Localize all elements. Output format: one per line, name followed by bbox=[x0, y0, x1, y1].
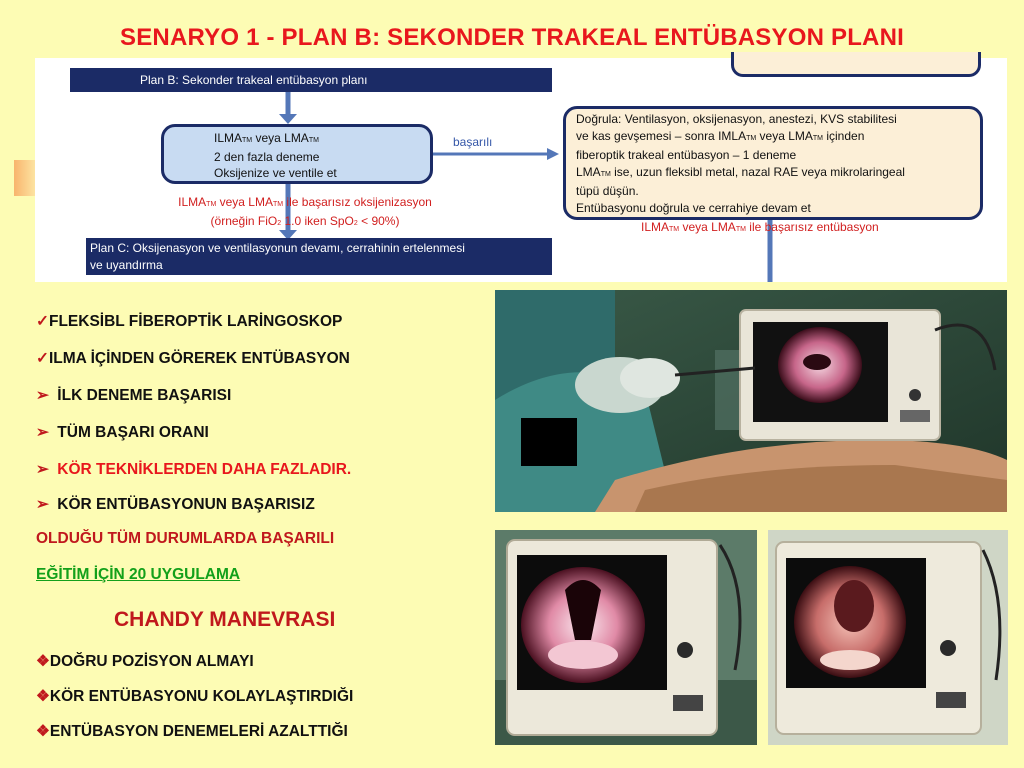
list-item: ➢ KÖR TEKNİKLERDEN DAHA FAZLADIR. bbox=[36, 461, 352, 478]
check-icon: ✓ bbox=[36, 350, 49, 367]
previous-box-fragment bbox=[731, 52, 981, 77]
diamond-bullet-icon: ❖ bbox=[36, 723, 50, 740]
ilma-attempt-text: ILMATM veya LMATM 2 den fazla deneme Oksijenize ve ventile et bbox=[214, 131, 337, 180]
section-heading: CHANDY MANEVRASI bbox=[114, 608, 336, 631]
training-link-text: EĞİTİM İÇİN 20 UYGULAMA bbox=[36, 566, 241, 583]
ilma-attempt-box bbox=[161, 124, 433, 184]
arrow-bullet-icon: ➢ bbox=[36, 496, 49, 513]
plan-b-label: Plan B: Sekonder trakeal entübasyon planı bbox=[140, 73, 368, 87]
success-label: başarılı bbox=[453, 135, 493, 149]
check-icon: ✓ bbox=[36, 313, 49, 330]
list-item: OLDUĞU TÜM DURUMLARDA BAŞARILI bbox=[36, 530, 335, 547]
plan-c-bar bbox=[86, 238, 552, 275]
failed-intubation-label: ILMATM veya LMATM ile başarısız entübasyon bbox=[641, 220, 879, 234]
list-item: ❖KÖR ENTÜBASYONU KOLAYLAŞTIRDIĞI bbox=[36, 688, 354, 705]
decorative-accent bbox=[14, 160, 36, 196]
arrow-bullet-icon: ➢ bbox=[36, 424, 49, 441]
glottis-view-monitor-photo bbox=[495, 530, 757, 745]
plan-c-label: Plan C: Oksijenasyon ve ventilasyonun devamı, cerrahinin ertelenmesi ve uyandırma bbox=[90, 241, 465, 272]
arrow-bullet-icon: ➢ bbox=[36, 387, 49, 404]
plan-b-bar bbox=[70, 68, 552, 92]
list-item: ➢ KÖR ENTÜBASYONUN BAŞARISIZ bbox=[36, 496, 315, 513]
list-item: ❖ENTÜBASYON DENEMELERİ AZALTTIĞI bbox=[36, 723, 348, 740]
list-item: ✓ILMA İÇİNDEN GÖREREK ENTÜBASYON bbox=[36, 350, 350, 367]
arrow-bullet-icon: ➢ bbox=[36, 461, 49, 478]
trachea-view-monitor-photo bbox=[768, 530, 1008, 745]
list-item: ✓FLEKSİBL FİBEROPTİK LARİNGOSKOP bbox=[36, 313, 343, 330]
diamond-bullet-icon: ❖ bbox=[36, 688, 50, 705]
list-item: ➢ TÜM BAŞARI ORANI bbox=[36, 424, 209, 441]
fiberoptic-procedure-photo bbox=[495, 290, 1007, 512]
list-item: ❖DOĞRU POZİSYON ALMAYI bbox=[36, 653, 254, 670]
arrowhead-down-1 bbox=[279, 114, 297, 124]
diamond-bullet-icon: ❖ bbox=[36, 653, 50, 670]
verify-text: Doğrula: Ventilasyon, oksijenasyon, anestezi, KVS stabilitesi ve kas gevşemesi – sonra IMLATM veya LMATM içinden fiberoptik trakeal entübasyon – 1 deneme LMATM ise, uzun fleksibl metal, nazal RAE veya mikrolaringeal tüpü düşün. Entübasyonu doğrula ve cerrahiye devam et bbox=[576, 112, 905, 215]
flowchart-panel bbox=[35, 58, 1007, 282]
arrowhead-right bbox=[547, 148, 559, 160]
slide-title: SENARYO 1 - PLAN B: SEKONDER TRAKEAL ENTÜBASYON PLANI bbox=[120, 24, 904, 51]
verify-box bbox=[563, 106, 983, 220]
list-item: ➢ İLK DENEME BAŞARISI bbox=[36, 387, 232, 404]
failed-oxygenation-label: ILMATM veya LMATM ile başarısız oksijenizasyon (örneğin FiO2 1.0 iken SpO2 < 90%) bbox=[178, 195, 432, 228]
